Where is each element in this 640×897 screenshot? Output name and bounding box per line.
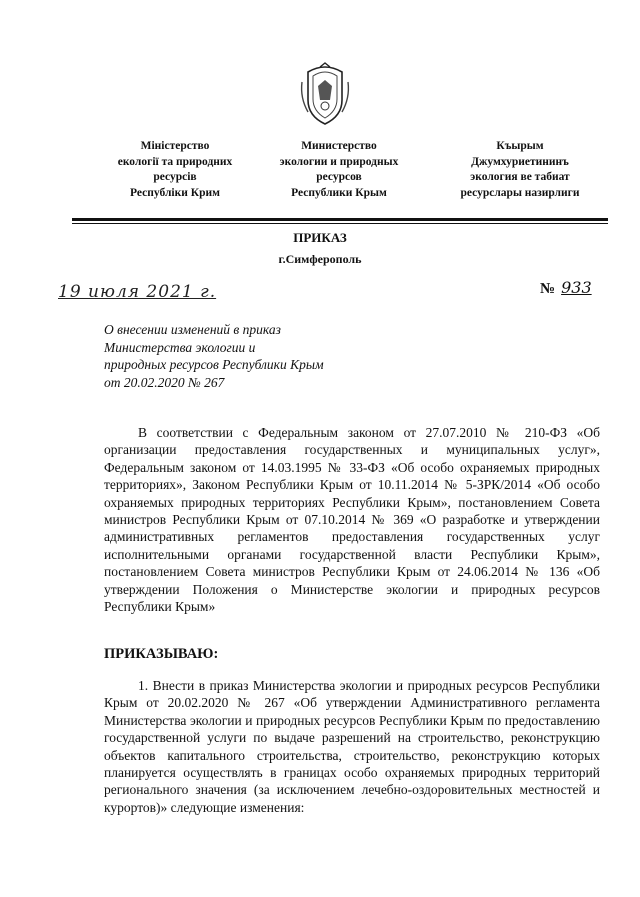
crimea-coat-of-arms-icon [298,62,352,126]
header-divider-thick [72,218,608,221]
preamble-paragraph: В соответствии с Федеральным законом от 27.07.2010 № 210-ФЗ «Об организации предоставления государственных и муниципальных услуг», Федеральным законом от 14.03.1995 № 33-ФЗ «Об особо охраняемых природных территориях», Законом Республики Крым от 10.11.2014 № 5-ЗРК/2014 «Об особо охраняемых природных территориях Республики Крым», постановлением Совета министров Республики Крым от 07.10.2014 № 369 «О разработке и утверждении административных регламентов предоставления государственных услуг исполнительными органами государственной власти Республики Крым», постановлением Совета министров Республики Крым от 24.06.2014 № 136 «Об утверждении Положения о Министерстве экологии и природных ресурсов Республики Крым» [104,425,600,615]
document-number [540,278,592,298]
header-divider-thin [72,223,608,224]
document-subject: О внесении изменений в приказ Министерства экологии и природных ресурсов Республики Крым от 20.02.2020 № 267 [104,322,324,390]
order-heading: ПРИКАЗЫВАЮ: [104,646,219,662]
header-ministry-ukrainian: Міністерство екології та природних ресурсів Республіки Крим [117,140,233,199]
number-value: 933 [561,278,592,297]
order-item-1: 1. Внести в приказ Министерства экологии и природных ресурсов Республики Крым от 20.02.2020 № 267 «Об утверждении Административного регламента Министерства экологии и природных ресурсов Республики Крым по предоставлению государственной услуги по выдаче разрешений на строительство, реконструкцию объектов капитального строительства, строительство, реконструкцию которых планируется осуществлять в границах особо охраняемых природных территорий регионального значения (за исключением лечебно-оздоровительных местностей и курортов)» следующие изменения: [104,678,600,815]
handwritten-date: 19 июля 2021 г. [58,282,217,302]
document-city: г.Симферополь [278,252,362,266]
number-label: № [540,281,556,297]
header-ministry-crimean-tatar: Къырым Джумхуриетининъ экология ве табиат ресурслары назирлиги [460,140,580,199]
document-title: ПРИКАЗ [293,230,347,245]
header-ministry-russian: Министерство экологии и природных ресурсов Республики Крым [279,140,399,199]
